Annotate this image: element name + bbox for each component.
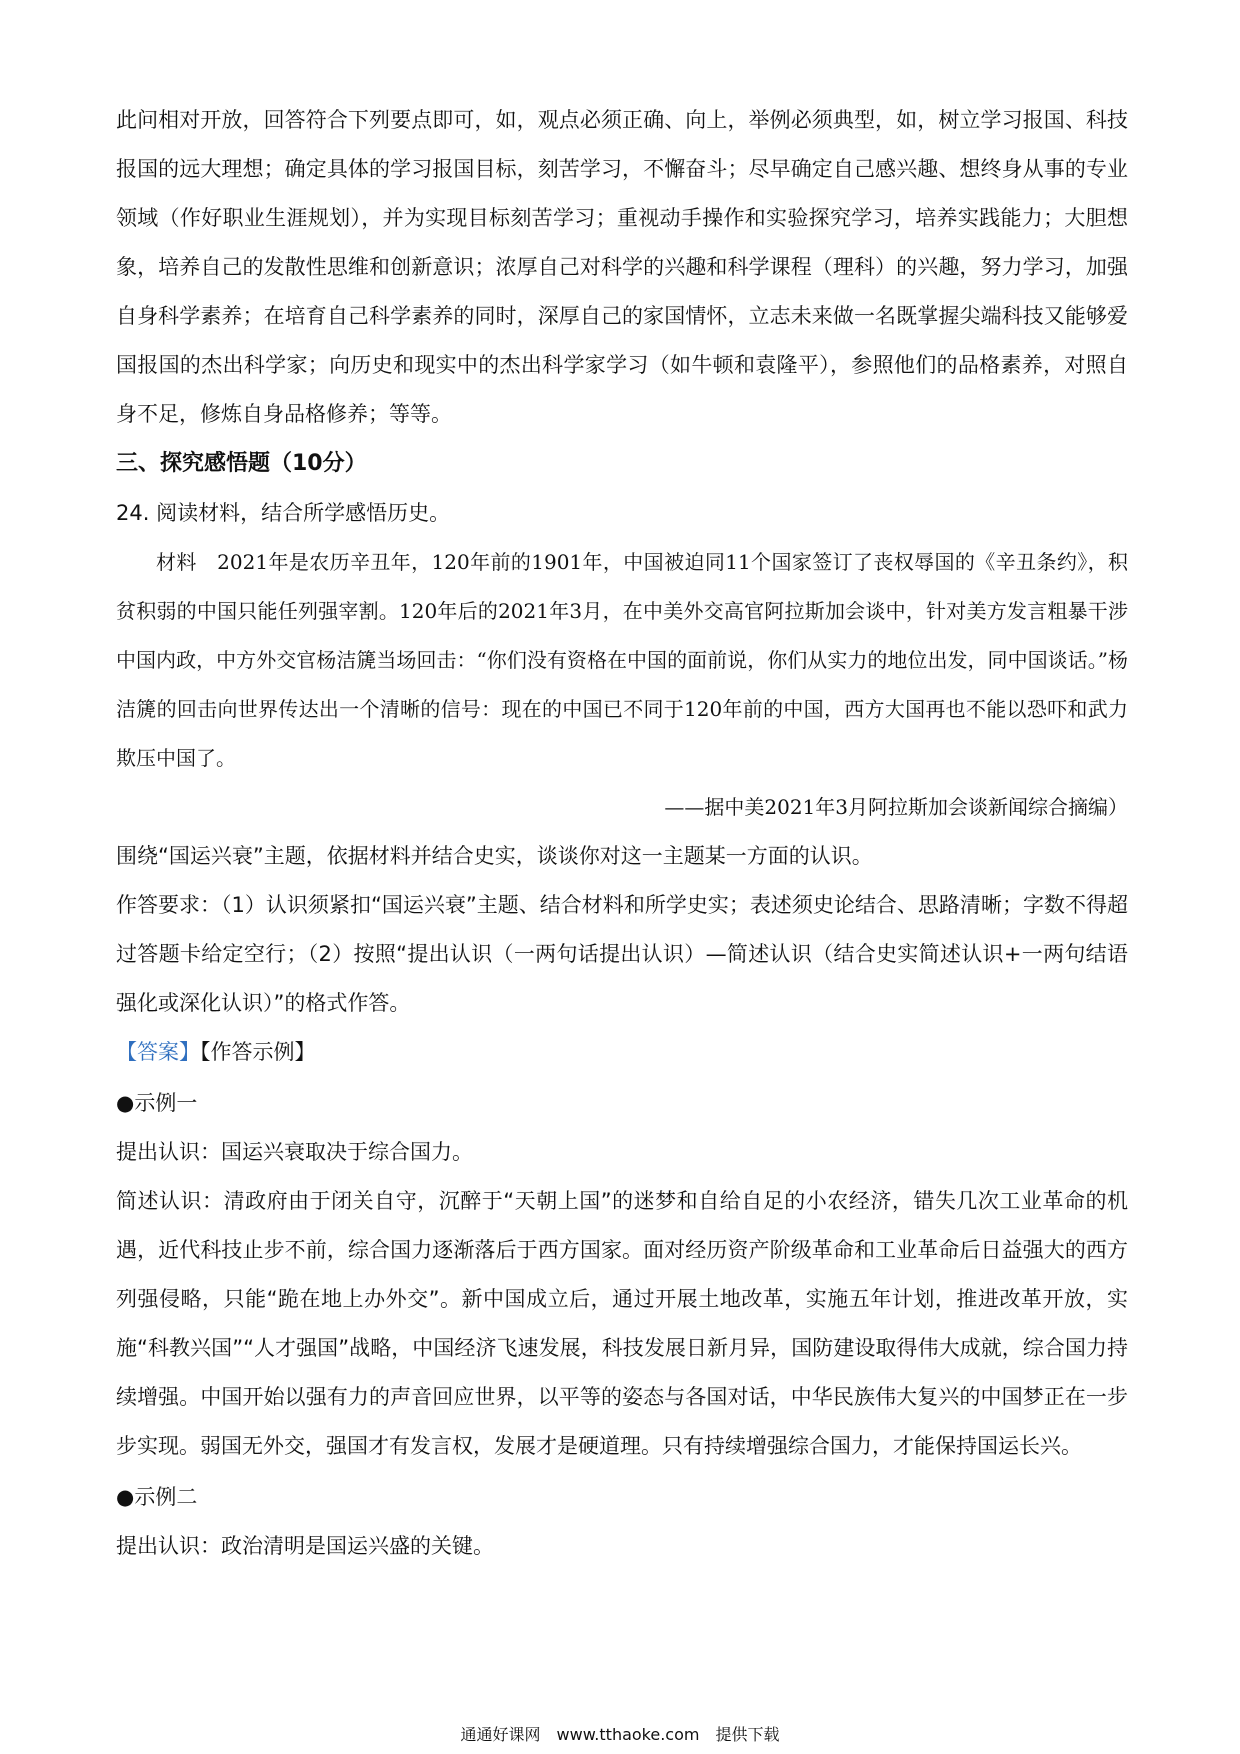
answer-example-label: 【作答示例】: [200, 1040, 316, 1064]
material-source: ——据中美2021年3月阿拉斯加会谈新闻综合摘编）: [664, 795, 1128, 819]
question-number: 24. 阅读材料，结合所学感悟历史。: [116, 501, 451, 525]
page-footer: 通通好课网 www.tthaoke.com 提供下载: [460, 1725, 780, 1744]
example2-title: ●示例二: [116, 1485, 198, 1509]
example1-title: ●示例一: [116, 1091, 198, 1115]
section-heading: 三、探究感悟题（10分）: [116, 451, 367, 476]
question-prompt: 围绕“国运兴衰”主题，依据材料并结合史实，谈谈你对这一主题某一方面的认识。: [116, 844, 873, 868]
answer-requirements: 作答要求：（1）认识须紧扣“国运兴衰”主题、结合材料和所学史实；表述须史论结合、思路清晰；字数不得超过答题卡给定空行；（2）按照“提出认识（一两句话提出认识）—简述认识（结合史实简述认识+一两句结语强化或深化认识）”的格式作答。: [116, 893, 1128, 1015]
answer-tag: 【答案】: [116, 1040, 200, 1064]
example2-claim: 提出认识：政治清明是国运兴盛的关键。: [116, 1534, 494, 1558]
answer-header: [116, 1028, 1128, 1077]
intro-paragraph: 此问相对开放，回答符合下列要点即可，如，观点必须正确、向上，举例必须典型，如，树立学习报国、科技报国的远大理想；确定具体的学习报国目标，刻苦学习，不懈奋斗；尽早确定自己感兴趣、想终身从事的专业领域（作好职业生涯规划），并为实现目标刻苦学习；重视动手操作和实验探究学习，培养实践能力；大胆想象，培养自己的发散性思维和创新意识；浓厚自己对科学的兴趣和科学课程（理科）的兴趣，努力学习，加强自身科学素养；在培育自己科学素养的同时，深厚自己的家国情怀，立志未来做一名既掌握尖端科技又能够爱国报国的杰出科学家；向历史和现实中的杰出科学家学习（如牛顿和袁隆平），参照他们的品格素养，对照自身不足，修炼自身品格修养；等等。: [116, 108, 1128, 426]
material-text: 材料 2021年是农历辛丑年，120年前的1901年，中国被迫同11个国家签订了丧权辱国的《辛丑条约》，积贫积弱的中国只能任列强宰割。120年后的2021年3月，在中美外交高官阿拉斯加会谈中，针对美方发言粗暴干涉中国内政，中方外交官杨洁篪当场回击：“你们没有资格在中国的面前说，你们从实力的地位出发，同中国谈话。”杨洁篪的回击向世界传达出一个清晰的信号：现在的中国已不同于120年前的中国，西方大国再也不能以恐吓和武力欺压中国了。: [116, 550, 1128, 770]
example1-body: 简述认识：清政府由于闭关自守，沉醉于“天朝上国”的迷梦和自给自足的小农经济，错失几次工业革命的机遇，近代科技止步不前，综合国力逐渐落后于西方国家。面对经历资产阶级革命和工业革命后日益强大的西方列强侵略，只能“跪在地上办外交”。新中国成立后，通过开展土地改革，实施五年计划，推进改革开放，实施“科教兴国”“人才强国”战略，中国经济飞速发展，科技发展日新月异，国防建设取得伟大成就，综合国力持续增强。中国开始以强有力的声音回应世界，以平等的姿态与各国对话，中华民族伟大复兴的中国梦正在一步步实现。弱国无外交，强国才有发言权，发展才是硬道理。只有持续增强综合国力，才能保持国运长兴。: [116, 1189, 1128, 1458]
intro-paragraph-block: [116, 96, 1128, 439]
page-content: [116, 96, 1128, 1571]
example1-claim: 提出认识：国运兴衰取决于综合国力。: [116, 1140, 473, 1164]
